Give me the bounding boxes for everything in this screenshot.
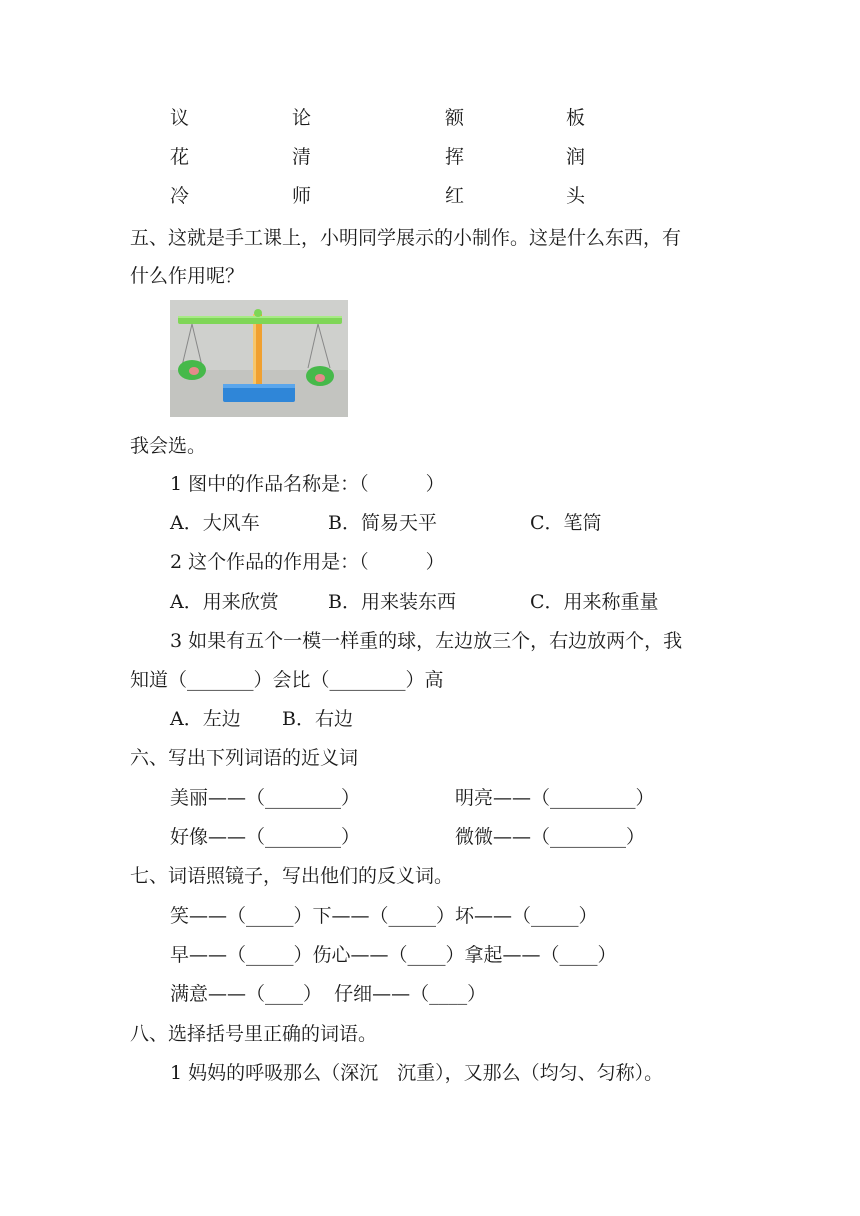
balance-scale-photo <box>170 300 348 417</box>
antonym-row: 满意——（____） 仔细——（____） <box>170 983 487 1005</box>
grid-char: 师 <box>292 185 312 207</box>
antonym-row: 笑——（_____）下——（_____）坏——（_____） <box>170 905 598 927</box>
grid-char: 红 <box>445 185 465 207</box>
antonym-row: 早——（_____）伤心——（____）拿起——（____） <box>170 944 617 966</box>
q3-option-a: A．左边 <box>170 708 241 730</box>
q1-option-c: C．笔筒 <box>530 512 602 534</box>
grid-char: 润 <box>566 146 586 168</box>
synonym-item: 好像——（________） <box>170 826 361 848</box>
synonym-item: 微微——（________） <box>455 826 646 848</box>
q1-option-a: A．大风车 <box>170 512 260 534</box>
grid-char: 议 <box>170 107 190 129</box>
section5-question-line2: 什么作用呢？ <box>130 265 245 287</box>
synonym-item: 美丽——（________） <box>170 787 361 809</box>
grid-char: 论 <box>292 107 312 129</box>
question-1: 1 图中的作品名称是：（ ） <box>170 473 445 495</box>
section7-title: 七、词语照镜子，写出他们的反义词。 <box>130 865 454 887</box>
synonym-item: 明亮——（_________） <box>455 787 655 809</box>
grid-char: 板 <box>566 107 586 129</box>
grid-char: 冷 <box>170 185 190 207</box>
q3-option-b: B．右边 <box>282 708 353 730</box>
question-2: 2 这个作品的作用是：（ ） <box>170 551 445 573</box>
q2-option-c: C．用来称重量 <box>530 591 659 613</box>
section8-question-1: 1 妈妈的呼吸那么（深沉 沉重），又那么（均匀、匀称）。 <box>170 1062 664 1084</box>
q2-option-b: B．用来装东西 <box>328 591 456 613</box>
section5-question-line1: 五、这就是手工课上，小明同学展示的小制作。这是什么东西，有 <box>130 227 682 249</box>
question-3-line2: 知道（_______）会比（________）高 <box>130 669 444 691</box>
grid-char: 挥 <box>445 146 465 168</box>
q1-option-b: B．简易天平 <box>328 512 437 534</box>
q2-option-a: A．用来欣赏 <box>170 591 279 613</box>
choose-label: 我会选。 <box>130 435 207 457</box>
question-3-line1: 3 如果有五个一模一样重的球，左边放三个，右边放两个，我 <box>170 630 683 652</box>
grid-char: 清 <box>292 146 312 168</box>
grid-char: 头 <box>566 185 586 207</box>
section8-title: 八、选择括号里正确的词语。 <box>130 1023 378 1045</box>
grid-char: 花 <box>170 146 190 168</box>
section6-title: 六、写出下列词语的近义词 <box>130 747 359 769</box>
grid-char: 额 <box>445 107 465 129</box>
